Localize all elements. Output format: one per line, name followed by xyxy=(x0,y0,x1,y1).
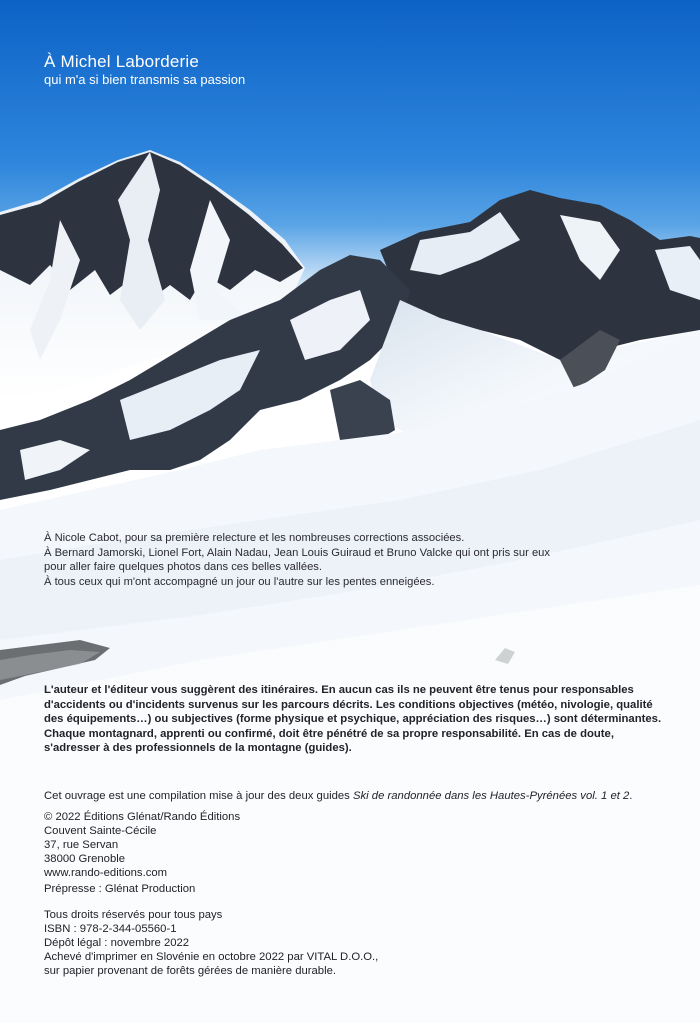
liability-warning: L'auteur et l'éditeur vous suggèrent des itinéraires. En aucun cas ils ne peuvent être tenus pour responsables d'accidents ou d'incidents survenus sur les parcours décrits. Les conditions objectives (météo, nivologie, qualité des équipements…) ou subjectives (forme physique et psychique, appréciation des risques…) sont déterminantes. Chaque montagnard, apprenti ou confirmé, doit être pénétré de sa propre responsabilité. En cas de doute, s'adresser à des professionnels de la montagne (guides). xyxy=(44,684,662,754)
copyright-line: © 2022 Éditions Glénat/Rando Éditions xyxy=(44,811,241,823)
isbn-line: ISBN : 978-2-344-05560-1 xyxy=(44,923,177,935)
acknowledgement-line: pour aller faire quelques photos dans ces belles vallées. xyxy=(44,561,322,574)
legal-deposit-line: Dépôt légal : novembre 2022 xyxy=(44,937,190,949)
compilation-suffix: . xyxy=(629,790,633,802)
compilation-title: Ski de randonnée dans les Hautes-Pyrénées vol. 1 et 2 xyxy=(352,790,630,802)
rights-line: Tous droits réservés pour tous pays xyxy=(44,909,223,921)
acknowledgements xyxy=(44,531,664,589)
legal-info xyxy=(44,908,378,978)
acknowledgement-line: À Bernard Jamorski, Lionel Fort, Alain Nadau, Jean Louis Guiraud et Bruno Valcke qui ont pris sur eux xyxy=(44,546,550,559)
publisher-info xyxy=(44,810,240,880)
prepresse-line: Prépresse : Glénat Production xyxy=(44,883,196,895)
address-line: 38000 Grenoble xyxy=(44,853,126,865)
website-line: www.rando-editions.com xyxy=(44,867,168,879)
paper-line: sur papier provenant de forêts gérées de manière durable. xyxy=(44,965,337,977)
address-line: 37, rue Servan xyxy=(44,839,119,851)
printing-line: Achevé d'imprimer en Slovénie en octobre 2022 par VITAL D.O.O., xyxy=(44,951,379,963)
dedication-name: À Michel Laborderie xyxy=(44,52,199,71)
address-line: Couvent Sainte-Cécile xyxy=(44,825,157,837)
dedication xyxy=(44,52,245,88)
compilation-note xyxy=(44,789,632,803)
acknowledgement-line: À tous ceux qui m'ont accompagné un jour ou l'autre sur les pentes enneigées. xyxy=(44,575,435,588)
acknowledgement-line: À Nicole Cabot, pour sa première relecture et les nombreuses corrections associées. xyxy=(44,532,465,544)
dedication-line: qui m'a si bien transmis sa passion xyxy=(44,72,246,87)
compilation-prefix: Cet ouvrage est une compilation mise à jour des deux guides xyxy=(44,790,353,802)
